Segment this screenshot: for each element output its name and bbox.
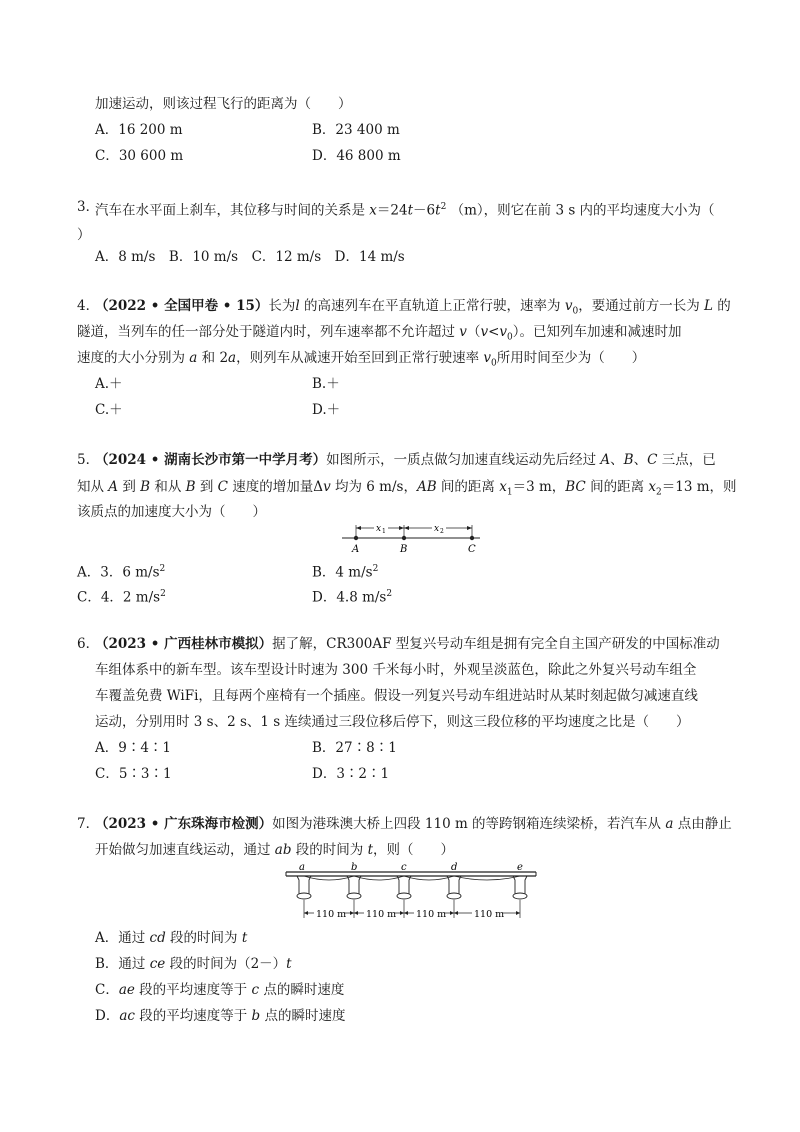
q6-stem-line4: 运动，分别用时 3 s、2 s、1 s 连续通过三段位移后停下，则这三段位移的平均速度之比是（ ） — [95, 714, 690, 730]
q4-option-d: D.＋ — [312, 402, 341, 418]
q7-fig-label-d: d — [451, 862, 458, 873]
q6-option-a: A．9∶4∶1 — [95, 740, 172, 756]
q7-source: （2023 • 广东珠海市检测） — [95, 816, 273, 832]
q4-stem-line3: 速度的大小分别为 a 和 2a，则列车从减速开始至回到正常行驶速率 $v_0$所用时间至少为（ ） — [77, 350, 646, 369]
q7-stem-line2: 开始做匀加速直线运动，通过 ab 段的时间为 t，则（ ） — [95, 842, 455, 858]
q4-stem-line1: （2022 • 全国甲卷 • 15）长为l 的高速列车在平直轨道上正常行驶，速率为 $v_0$，要通过前方一长为 L 的 — [95, 298, 731, 317]
q3-number: 3． — [77, 199, 100, 215]
q5-option-c: C．4．2 $m/s^2$ — [77, 589, 166, 606]
q3-options: A．8 m/s B．10 m/s C．12 m/s D．14 m/s — [95, 249, 405, 265]
q7-fig-seg-de: 110 m — [474, 909, 505, 920]
q5-stem-line3: 该质点的加速度大小为（ ） — [77, 504, 266, 520]
q4-number: 4． — [77, 298, 100, 314]
q5-option-d: D．4.8 $m/s^2$ — [312, 589, 393, 606]
q7-fig-label-a: a — [299, 862, 305, 873]
q7-fig-seg-ab: 110 m — [316, 909, 347, 920]
q5-option-a: A．3．6 $m/s^2$ — [77, 564, 166, 581]
q5-fig-x1-sub: 1 — [382, 528, 386, 535]
q7-option-c: C．ae 段的平均速度等于 c 点的瞬时速度 — [95, 982, 345, 998]
q4-option-c: C.＋ — [95, 402, 123, 418]
q5-fig-label-c: C — [468, 544, 476, 555]
q2-option-d: D．46 800 m — [312, 148, 401, 164]
q7-fig-label-e: e — [517, 862, 523, 873]
q2-option-a: A．16 200 m — [95, 122, 183, 138]
q5-option-b: B．4 $m/s^2$ — [312, 564, 379, 581]
q6-option-d: D．3∶2∶1 — [312, 766, 390, 782]
q6-option-b: B．27∶8∶1 — [312, 740, 397, 756]
q5-stem-line1: （2024 • 湖南长沙市第一中学月考）如图所示，一质点做匀加速直线运动先后经过 A、B、C 三点，已 — [95, 452, 716, 468]
q4-option-b: B.＋ — [312, 376, 340, 392]
q5-number: 5． — [77, 452, 100, 468]
q4-option-a: A.＋ — [95, 376, 123, 392]
q5-fig-label-a: A — [352, 544, 360, 555]
q5-source: （2024 • 湖南长沙市第一中学月考） — [95, 452, 327, 468]
q7-bridge-figure — [282, 862, 540, 922]
q4-source: （2022 • 全国甲卷 • 15） — [95, 298, 269, 314]
q5-stem-line2: 知从 A 到 B 和从 B 到 C 速度的增加量Δv 均为 6 m/s，AB 间的距离 $x_1=3$ m，BC 间的距离 $x_2=13$ m，则 — [77, 479, 737, 498]
q5-fig-x2-sub: 2 — [440, 528, 444, 535]
q5-fig-point-a — [354, 536, 358, 540]
q6-option-c: C．5∶3∶1 — [95, 766, 172, 782]
q6-stem-line3: 车覆盖免费 WiFi，且每两个座椅有一个插座。假设一列复兴号动车组进站时从某时刻起做匀减速直线 — [95, 688, 698, 704]
q4-stem-line2: 隧道，当列车的任一部分处于隧道内时，列车速率都不允许超过 $v(v<v_0)$。已知列车加速和减速时加 — [77, 324, 682, 343]
q3-stem-line2: ） — [77, 227, 91, 243]
q2-option-c: C．30 600 m — [95, 148, 184, 164]
q7-fig-label-c: c — [401, 862, 407, 873]
q7-fig-seg-cd: 110 m — [416, 909, 447, 920]
q7-fig-label-b: b — [351, 862, 358, 873]
q5-fig-point-b — [402, 536, 406, 540]
q6-source: （2023 • 广西桂林市模拟） — [95, 636, 273, 652]
q7-stem-line1: （2023 • 广东珠海市检测）如图为港珠澳大桥上四段 110 m 的等跨钢箱连续梁桥，若汽车从 a 点由静止 — [95, 816, 732, 832]
q5-fig-x2-label: x — [434, 524, 440, 534]
q5-figure-line-abc — [340, 522, 485, 556]
q3-stem-line1: 汽车在水平面上刹车，其位移与时间的关系是 $x=24t-6t^2$ （m），则它在前 3 s 内的平均速度大小为（ — [95, 202, 715, 219]
q7-option-a: A．通过 cd 段的时间为 t — [95, 930, 248, 946]
q2-stem-tail: 加速运动，则该过程飞行的距离为（ ） — [95, 96, 352, 112]
q6-stem-line1: （2023 • 广西桂林市模拟）据了解，CR300AF 型复兴号动车组是拥有完全自主国产研发的中国标准动 — [95, 636, 720, 652]
q7-option-d: D．ac 段的平均速度等于 b 点的瞬时速度 — [95, 1008, 346, 1024]
q7-option-b: B．通过 ce 段的时间为（2－）t — [95, 956, 292, 972]
q5-fig-point-c — [470, 536, 474, 540]
q2-option-b: B．23 400 m — [312, 122, 400, 138]
q7-number: 7． — [77, 816, 100, 832]
q5-fig-label-b: B — [400, 544, 408, 555]
q6-stem-line2: 车组体系中的新车型。该车型设计时速为 300 千米每小时，外观呈淡蓝色，除此之外复兴号动车组全 — [95, 662, 697, 678]
q7-fig-seg-bc: 110 m — [366, 909, 397, 920]
q6-number: 6． — [77, 636, 100, 652]
q5-fig-x1-label: x — [376, 524, 382, 534]
